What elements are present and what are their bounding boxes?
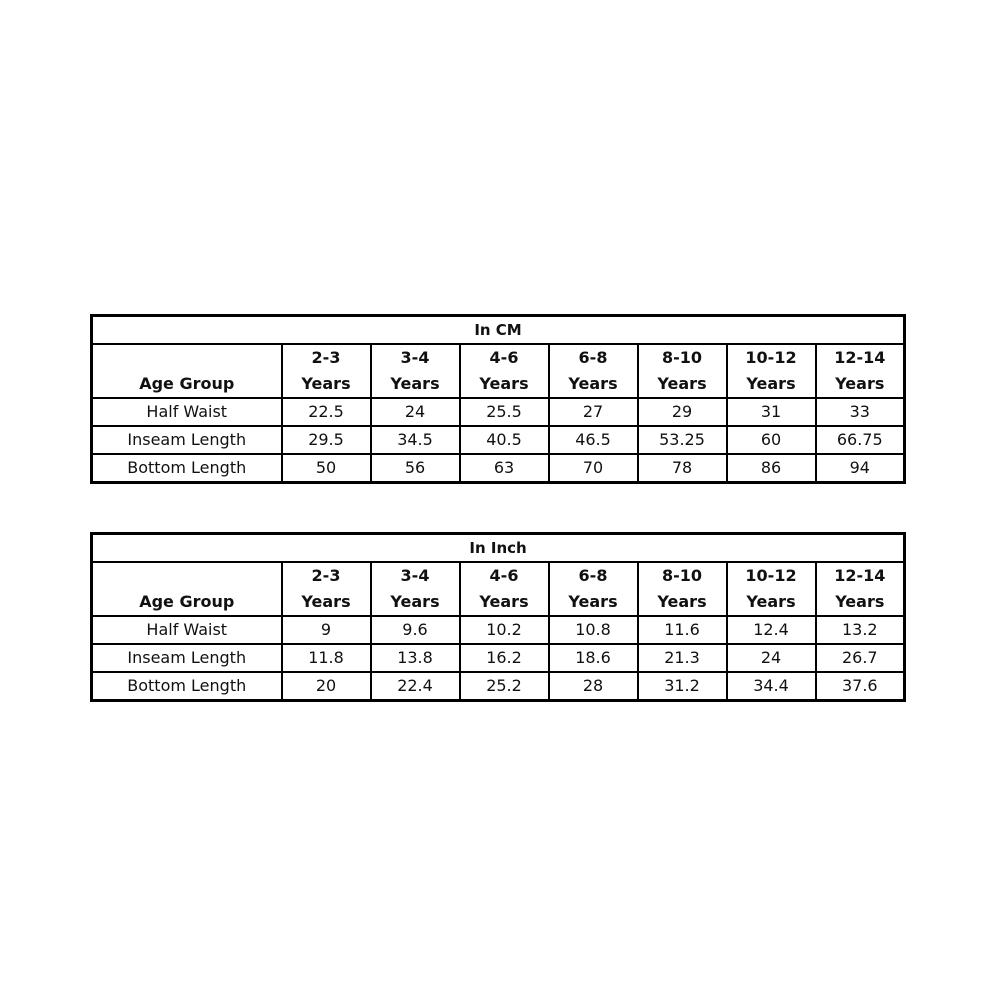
column-header xyxy=(638,344,727,398)
column-header xyxy=(727,344,816,398)
column-header xyxy=(727,562,816,616)
table-cell: 31.2 xyxy=(638,672,727,701)
table-cell: 21.3 xyxy=(638,644,727,672)
table-row xyxy=(92,426,905,454)
age-unit: Years xyxy=(479,374,529,393)
column-header xyxy=(460,562,549,616)
table-cell: 16.2 xyxy=(460,644,549,672)
table-cell: 31 xyxy=(727,398,816,426)
row-label: Bottom Length xyxy=(92,672,282,701)
size-chart-table-cm xyxy=(90,314,906,484)
table-cell: 12.4 xyxy=(727,616,816,644)
table-cell: 20 xyxy=(282,672,371,701)
header-row xyxy=(92,344,905,398)
age-unit: Years xyxy=(657,374,707,393)
age-range: 2-3 xyxy=(311,566,341,585)
table-row xyxy=(92,672,905,701)
table-cell: 60 xyxy=(727,426,816,454)
table-cell: 26.7 xyxy=(816,644,905,672)
table-cell: 56 xyxy=(371,454,460,483)
column-header xyxy=(816,562,905,616)
age-range: 10-12 xyxy=(745,348,797,367)
column-header xyxy=(460,344,549,398)
table-cell: 9 xyxy=(282,616,371,644)
table-cell: 10.2 xyxy=(460,616,549,644)
column-header xyxy=(549,344,638,398)
column-header xyxy=(282,344,371,398)
table-cell: 27 xyxy=(549,398,638,426)
age-range: 8-10 xyxy=(661,566,703,585)
table-cell: 11.6 xyxy=(638,616,727,644)
table-cell: 63 xyxy=(460,454,549,483)
table-cell: 70 xyxy=(549,454,638,483)
age-unit: Years xyxy=(568,592,618,611)
age-range: 3-4 xyxy=(400,348,430,367)
age-range: 3-4 xyxy=(400,566,430,585)
table-cell: 29.5 xyxy=(282,426,371,454)
table-cell: 9.6 xyxy=(371,616,460,644)
table-title: In Inch xyxy=(92,534,905,563)
age-range: 6-8 xyxy=(578,348,608,367)
row-label: Inseam Length xyxy=(92,426,282,454)
table-row xyxy=(92,644,905,672)
column-header xyxy=(282,562,371,616)
column-header xyxy=(638,562,727,616)
column-header xyxy=(371,344,460,398)
column-header xyxy=(371,562,460,616)
table-cell: 94 xyxy=(816,454,905,483)
age-unit: Years xyxy=(479,592,529,611)
age-range: 12-14 xyxy=(834,566,886,585)
table-cell: 22.5 xyxy=(282,398,371,426)
header-row xyxy=(92,562,905,616)
age-unit: Years xyxy=(390,592,440,611)
row-header-label: Age Group xyxy=(92,344,282,398)
table-cell: 86 xyxy=(727,454,816,483)
table-cell: 24 xyxy=(727,644,816,672)
table-cell: 37.6 xyxy=(816,672,905,701)
row-header-label: Age Group xyxy=(92,562,282,616)
age-unit: Years xyxy=(835,592,885,611)
table-cell: 46.5 xyxy=(549,426,638,454)
age-unit: Years xyxy=(301,592,351,611)
age-unit: Years xyxy=(301,374,351,393)
table-cell: 10.8 xyxy=(549,616,638,644)
age-unit: Years xyxy=(746,592,796,611)
table-row xyxy=(92,454,905,483)
table-cell: 22.4 xyxy=(371,672,460,701)
age-range: 4-6 xyxy=(489,566,519,585)
table-cell: 33 xyxy=(816,398,905,426)
age-range: 6-8 xyxy=(578,566,608,585)
table-row xyxy=(92,398,905,426)
size-chart-table-inch xyxy=(90,532,906,702)
age-unit: Years xyxy=(390,374,440,393)
age-range: 10-12 xyxy=(745,566,797,585)
table-cell: 25.2 xyxy=(460,672,549,701)
column-header xyxy=(816,344,905,398)
table-cell: 24 xyxy=(371,398,460,426)
table-cell: 28 xyxy=(549,672,638,701)
table-cell: 11.8 xyxy=(282,644,371,672)
table-cell: 13.8 xyxy=(371,644,460,672)
table-cell: 53.25 xyxy=(638,426,727,454)
age-range: 12-14 xyxy=(834,348,886,367)
age-unit: Years xyxy=(835,374,885,393)
row-label: Bottom Length xyxy=(92,454,282,483)
age-range: 8-10 xyxy=(661,348,703,367)
age-unit: Years xyxy=(568,374,618,393)
row-label: Half Waist xyxy=(92,398,282,426)
table-cell: 13.2 xyxy=(816,616,905,644)
age-range: 4-6 xyxy=(489,348,519,367)
table-cell: 66.75 xyxy=(816,426,905,454)
table-cell: 18.6 xyxy=(549,644,638,672)
age-range: 2-3 xyxy=(311,348,341,367)
table-cell: 25.5 xyxy=(460,398,549,426)
table-title: In CM xyxy=(92,316,905,345)
age-unit: Years xyxy=(657,592,707,611)
table-cell: 34.4 xyxy=(727,672,816,701)
table-cell: 78 xyxy=(638,454,727,483)
row-label: Inseam Length xyxy=(92,644,282,672)
table-cell: 40.5 xyxy=(460,426,549,454)
row-label: Half Waist xyxy=(92,616,282,644)
age-unit: Years xyxy=(746,374,796,393)
table-row xyxy=(92,616,905,644)
table-cell: 29 xyxy=(638,398,727,426)
table-cell: 50 xyxy=(282,454,371,483)
table-cell: 34.5 xyxy=(371,426,460,454)
column-header xyxy=(549,562,638,616)
